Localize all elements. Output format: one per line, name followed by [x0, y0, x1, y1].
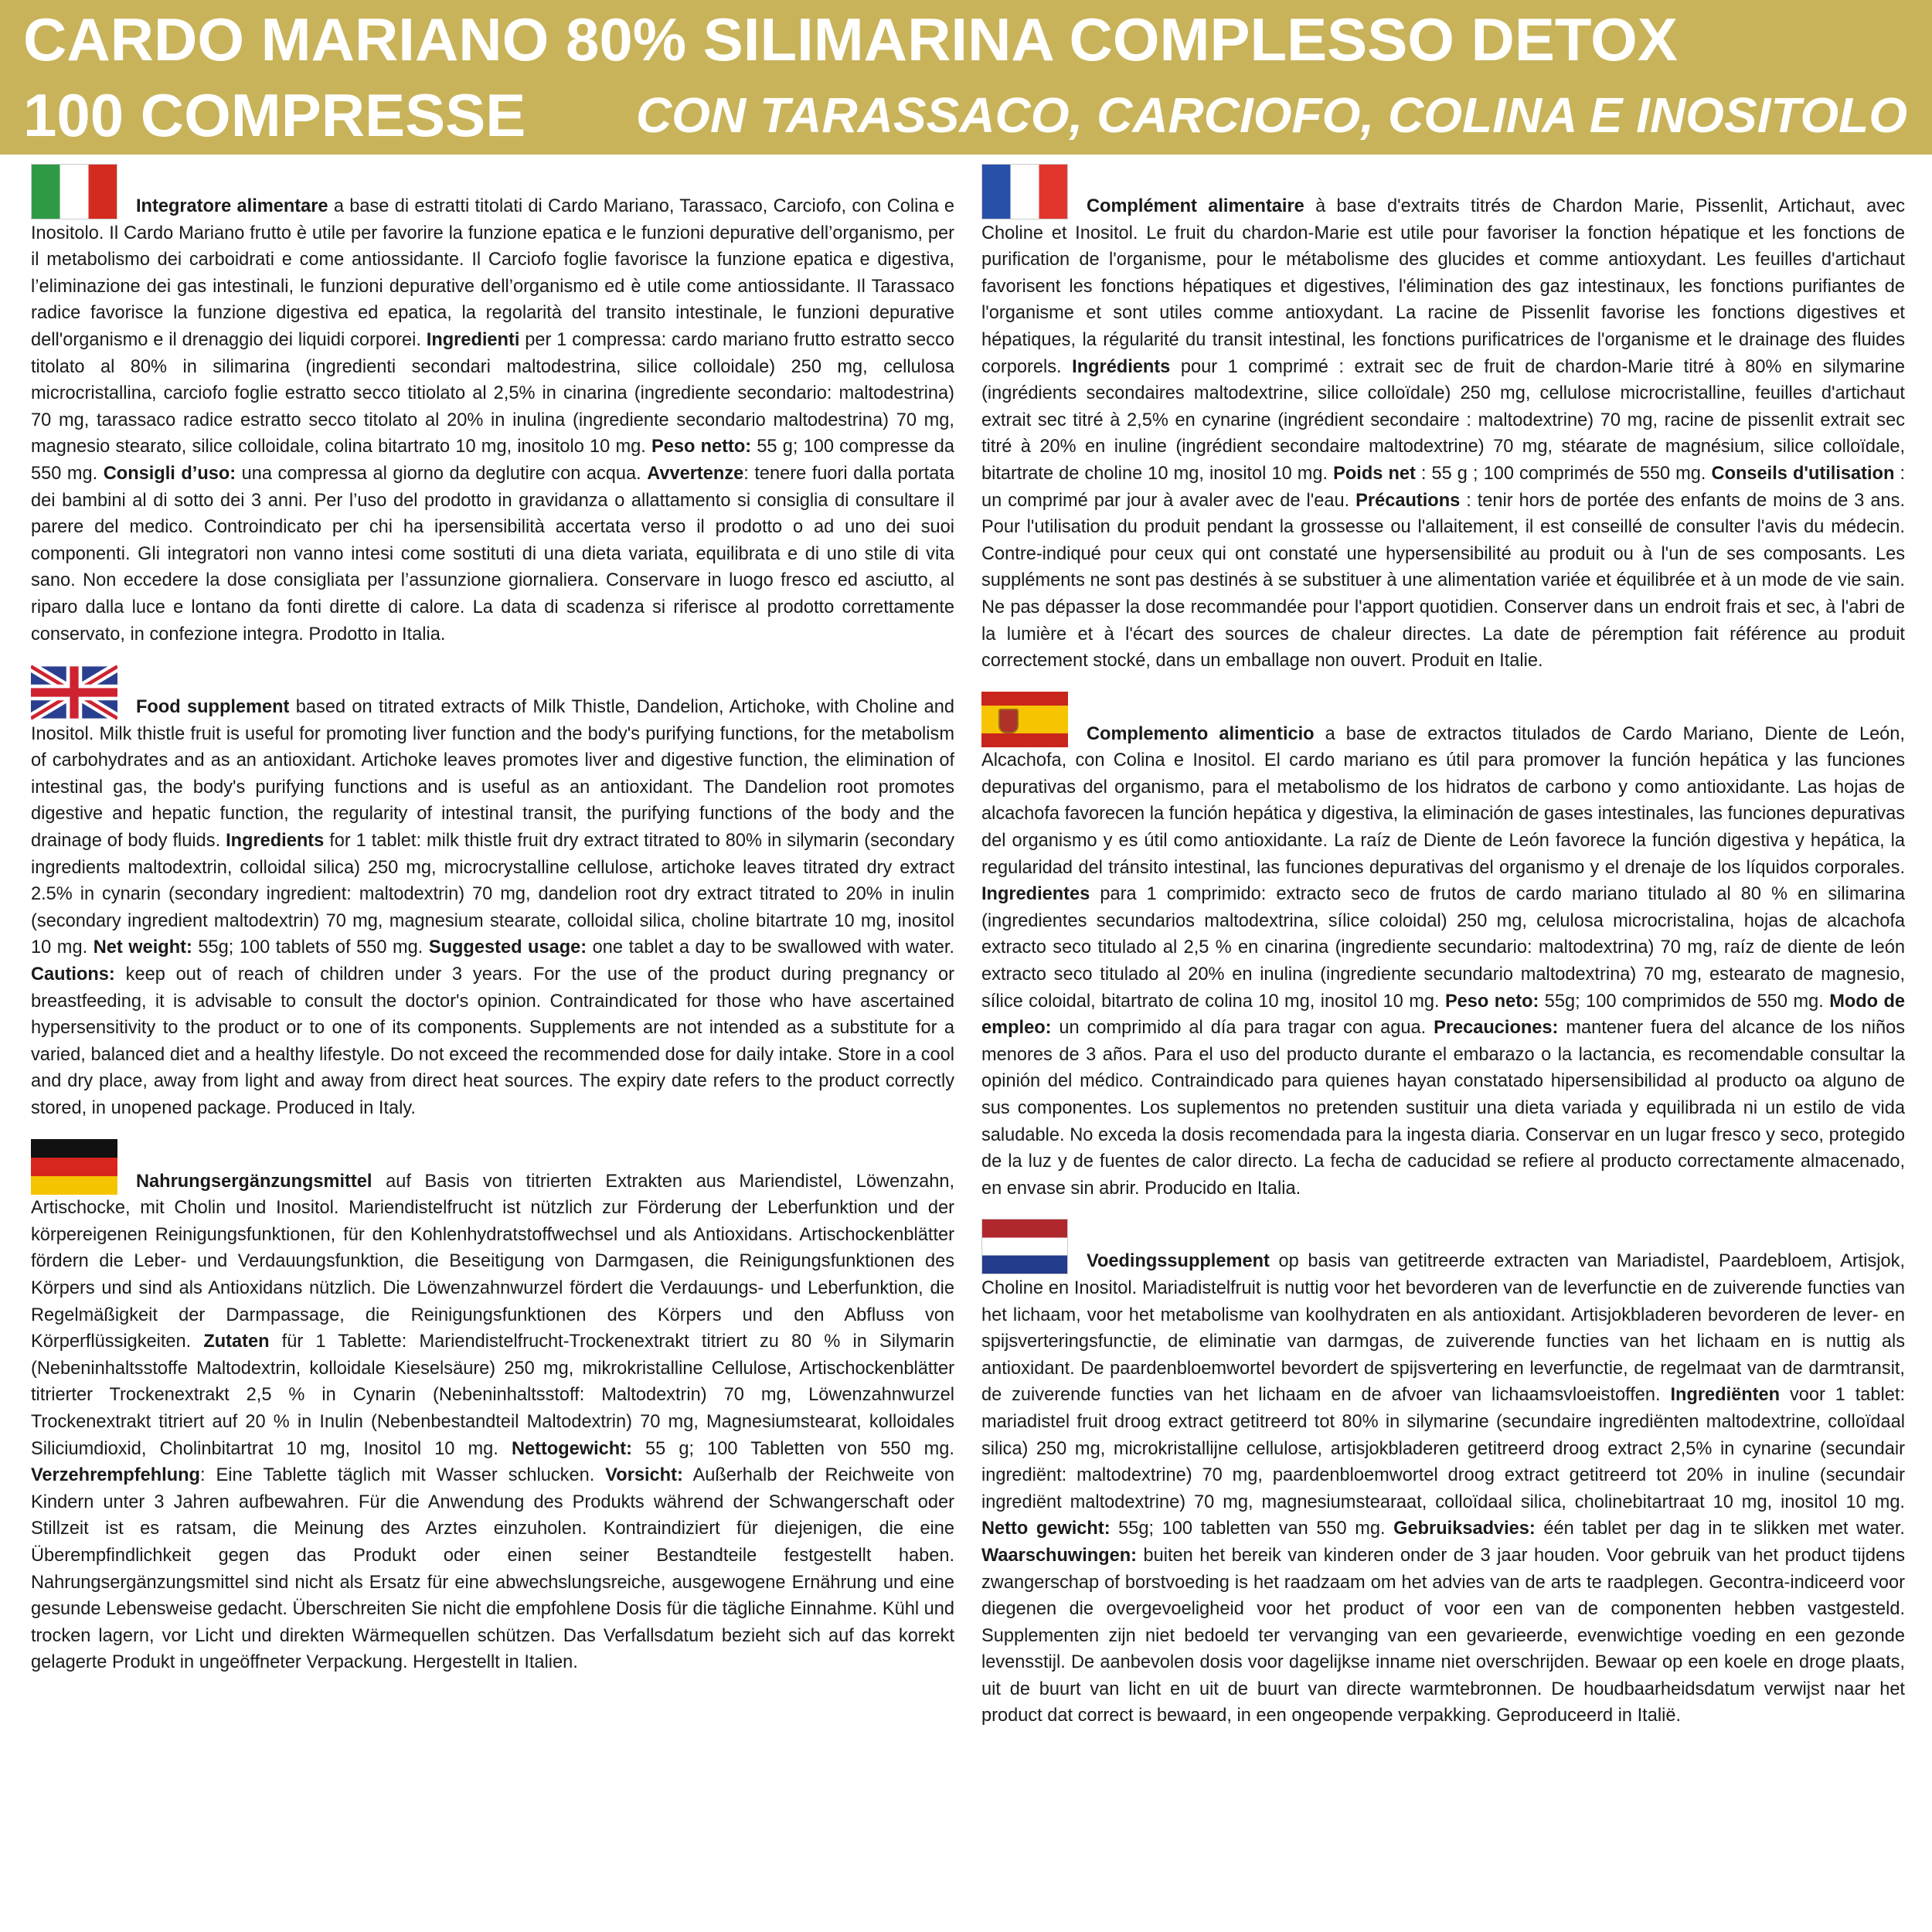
net-weight-label: Nettogewicht: [511, 1438, 632, 1459]
text-span: per 1 compressa: cardo mariano frutto estratto secco titolato al 80% in silimarina (ingredienti secondari maltodestrina, silice colloidale) 250 mg, cellulosa microcristallina, carciofo foglie estratto secco titiolato al 2,5% in cinarina (ingrediente secondario: maltodestrina) 70 mg, tarassaco radice estratto secco titolato al 20% in inulina (ingrediente secondario maltodestrina) 70 mg, magnesio stearato, silice colloidale, colina bitartrato 10 mg, inositolo 10 mg. [31, 329, 954, 457]
text-span: : tenere fuori dalla portata dei bambini al di sotto dei 3 anni. Per l’uso del prodotto in gravidanza o allattamento si consiglia di consultare il parere del medico. Controindicato per chi ha ipersensibilità accertata verso il prodotto o ad uno dei suoi componenti. Gli integratori non vanno intesi come sostituti di una dieta variata, equilibrata e di uno stile di vita sano. Non eccedere la dose consigliata per l’assunzione giornaliera. Conservare in luogo fresco ed asciutto, al riparo dalla luce e lontano da fonti dirette di calore. La data di scadenza si riferisce al prodotto correttamente conservato, in confezione integra. Prodotto in Italia. [31, 463, 955, 645]
text-span: à base d'extraits titrés de Chardon Marie, Pissenlit, Artichaut, avec Choline et Inositol. Le fruit du chardon-Marie est utile pour favoriser la fonction hépatique et les fonctions de purification de l'organisme, pour le métabolisme des glucides et comme antioxydant. Les feuilles d'artichaut favorisent les fonctions hépatiques et digestives, l'élimination des gaz intestinaux, les fonctions purifiantes de l'organisme et sont utiles comme antioxydant. La racine de Pissenlit favorise les fonctions digestives et hépatiques, la régularité du transit intestinal, les fonctions purificatrices de l'organisme et le drainage des fluides corporels. [981, 196, 1905, 377]
section-english [31, 665, 954, 1122]
net-weight-label: Poids net [1333, 463, 1416, 484]
ingredients-label: Zutaten [203, 1332, 270, 1352]
section-dutch [981, 1219, 1905, 1730]
ingredients-label: Ingrediënten [1670, 1385, 1781, 1406]
ingredients-label: Ingredients [226, 831, 325, 852]
text-span: un comprimido al día para tragar con agua. [1051, 1018, 1434, 1039]
warnings-label: Cautions: [31, 964, 115, 985]
net-weight-label: Peso netto: [651, 437, 752, 457]
ingredients-label: Ingredienti [426, 329, 520, 350]
product-title: CARDO MARIANO 80% SILIMARINA COMPLESSO DETOX [23, 5, 1678, 73]
usage-label: Verzehrempfehlung [31, 1465, 200, 1486]
section-french [981, 164, 1905, 675]
lead-label: Integratore alimentare [136, 196, 328, 216]
net-weight-label: Net weight: [93, 937, 192, 958]
text-span: una compressa al giorno da deglutire con acqua. [236, 463, 648, 484]
text-span: : un comprimé par jour à avaler avec de l'eau. [981, 463, 1906, 511]
warnings-label: Vorsicht: [605, 1465, 683, 1486]
usage-label: Consigli d’uso: [103, 463, 236, 484]
ingredients-label: Ingredientes [981, 884, 1090, 905]
text-span: : Eine Tablette täglich mit Wasser schlucken. [199, 1465, 606, 1486]
text-span: voor 1 tablet: mariadistel fruit droog extract getitreerd tot 80% in silymarine (secundaire ingrediënten maltodextrine, colloïdaal silica) 250 mg, microkristallijne cellulose, artisjokbladeren getitreerd droog extract 2,5% in cynarine (secundair ingrediënt: maltodextrine) 70 mg, paardenbloemwortel droog extract getitreerd tot 20% in inuline (secundair ingrediënt maltodextrine) 70 mg, magnesiumstearaat, colloïdaal silica, cholinebitartraat 10 mg, inositol 10 mg. [981, 1385, 1905, 1512]
right-column [981, 164, 1905, 1747]
lead-label: Complément alimentaire [1087, 196, 1304, 216]
usage-label: Conseils d'utilisation [1711, 463, 1895, 484]
text-span: 55 g; 100 compresse da 550 mg. [31, 437, 954, 484]
usage-label: Suggested usage: [428, 937, 587, 958]
product-subtitle: CON TARASSACO, CARCIOFO, COLINA E INOSITOLO [635, 87, 1907, 143]
warnings-label: Avvertenze [647, 463, 744, 484]
text-span: one tablet a day to be swallowed with water. [587, 937, 954, 958]
text-span: a base di estratti titolati di Cardo Mariano, Tarassaco, Carciofo, con Colina e Inositolo. Il Cardo Mariano frutto è utile per favorire la funzione epatica e le funzioni depurative dell’organismo, per il metabolismo dei carboidrati e come antiossidante. Il Carciofo foglie favorisce la funzione epatica e digestiva, l’eliminazione dei gas intestinali, le funzioni depurative dell’organismo ed è utile come antiossidante. Il Tarassaco radice favorisce la funzione digestiva ed epatica, la regolarità del transito intestinale, le funzioni depurative dell'organismo e il drenaggio dei liquidi corporei. [31, 196, 954, 350]
lead-label: Complemento alimenticio [1087, 723, 1315, 744]
english-text [31, 665, 954, 1122]
netherlands-flag-icon [981, 1219, 1068, 1274]
warnings-label: Précautions [1355, 490, 1461, 511]
lead-label: Nahrungsergänzungsmittel [136, 1171, 372, 1192]
usage-label: Gebruiksadvies: [1393, 1519, 1536, 1539]
text-span: buiten het bereik van kinderen onder de 3 jaar houden. Voor gebruik van het product tijdens zwangerschap of borstvoeding is het raadzaam om het advies van de arts te raadplegen. Gecontra-indiceerd voor diegenen die overgevoeligheid voor het product of voor een van de componenten hebben vastgesteld. Supplementen zijn niet bedoeld ter vervanging van een gevarieerde, evenwichtige voeding en een gezonde levensstijl. De aanbevolen dosis voor dagelijkse inname niet overschrijden. Bewaar op een koele en droge plaats, uit de buurt van licht en uit de buurt van directe warmtebronnen. De houdbaarheidsdatum verwijst naar het product dat correct is bewaard, in een ongeopende verpakking. Geproduceerd in Italië. [981, 1545, 1905, 1726]
text-span: 55g; 100 tablets of 550 mg. [192, 937, 429, 958]
section-spanish [981, 692, 1905, 1202]
text-span: keep out of reach of children under 3 years. For the use of the product during pregnancy or breastfeeding, it is advisable to consult the doctor's opinion. Contraindicated for those who have ascertained hypersensitivity to the product or to one of its components. Supplements are not intended as a substitute for a varied, balanced diet and a healthy lifestyle. Do not exceed the recommended dose for daily intake. Store in a cool and dry place, away from light and away from direct heat sources. The expiry date refers to the product correctly stored, in unopened package. Produced in Italy. [31, 964, 954, 1118]
net-weight-label: Netto gewicht: [981, 1519, 1111, 1539]
text-span: 55g; 100 tabletten van 550 mg. [1110, 1519, 1394, 1539]
product-count: 100 COMPRESSE [23, 81, 526, 149]
germany-flag-icon [31, 1139, 117, 1195]
text-span: mantener fuera del alcance de los niños menores de 3 años. Para el uso del producto durante el embarazo o la lactancia, es recomendable consultar la opinión del médico. Contraindicado para quienes hayan constatado hipersensibilidad al producto oa alguno de sus componentes. Los suplementos no pretenden sustituir una dieta variada y equilibrada ni un estilo de vida saludable. No exceda la dosis recomendada para la ingesta diaria. Conservar en un lugar fresco y seco, protegido de la luz y de fuentes de calor directo. La fecha de caducidad se refiere al producto correctamente almacenado, en envase sin abrir. Producido en Italia. [981, 1018, 1905, 1199]
text-span: : tenir hors de portée des enfants de moins de 3 ans. Pour l'utilisation du produit pendant la grossesse ou l'allaitement, il est conseillé de consulter l'avis du médecin. Contre-indiqué pour ceux qui ont constaté une hypersensibilité au produit ou à l'un de ses composants. Les suppléments ne sont pas destinés à se substituer à une alimentation variée et équilibrée et à un mode de vie sain. Ne pas dépasser la dose recommandée pour l'apport quotidien. Conserver dans un endroit frais et sec, à l'abri de la lumière et à l'écart des sources de chaleur directes. La date de péremption fait référence au produit correctement stocké, dans un emballage non ouvert. Produit en Italie. [981, 490, 1905, 672]
text-span: based on titrated extracts of Milk Thistle, Dandelion, Artichoke, with Choline and Inositol. Milk thistle fruit is useful for promoting liver function and the body's purifying functions, for the metabolism of carbohydrates and as an antioxidant. Artichoke leaves promotes liver and digestive function, the elimination of intestinal gas, the body's purifying functions and is useful as an antioxidant. The Dandelion root promotes digestive and hepatic function, the regularity of intestinal transit, the purifying functions of the body and the drainage of body fluids. [31, 697, 954, 852]
text-span: 55g; 100 comprimidos de 550 mg. [1539, 991, 1830, 1012]
text-span: für 1 Tablette: Mariendistelfrucht-Trockenextrakt titriert zu 80 % in Silymarin (Nebeninhaltsstoffe Maltodextrin, kolloidale Kieselsäure) 250 mg, mikrokristalline Cellulose, Artischockenblätter titrierter Trockenextrakt 2,5 % in Cynarin (Nebeninhaltsstoff: Maltodextrin) 70 mg, Löwenzahnwurzel Trockenextrakt titriert auf 20 % in Inulin (Nebenbestandteil Maltodextrin) 70 mg, Magnesiumstearat, kolloidales Siliciumdioxid, Cholinbitartrat 10 mg, Inositol 10 mg. [31, 1332, 954, 1459]
spain-flag-icon [981, 692, 1068, 747]
lead-label: Voedingssupplement [1087, 1251, 1270, 1272]
net-weight-label: Peso neto: [1444, 991, 1539, 1012]
text-span: : 55 g ; 100 comprimés de 550 mg. [1415, 463, 1712, 484]
text-span: para 1 comprimido: extracto seco de frutos de cardo mariano titulado al 80 % en silimarina (ingredientes secundarios maltodextrina, sílice coloidal) 250 mg, celulosa microcristalina, hojas de alcachofa extracto seco titulado al 2,5 % en cinarina (ingrediente secundario: maltodextrina) 70 mg, raíz de diente de león extracto seco titulado al 20% en inulina (ingrediente secundario maltodextrina) 70 mg, estearato de magnesio, sílice coloidal, bitartrato de colina 10 mg, inositol 10 mg. [981, 884, 1905, 1012]
dutch-text [981, 1219, 1905, 1730]
german-text [31, 1139, 954, 1676]
text-span: auf Basis von titrierten Extrakten aus Mariendistel, Löwenzahn, Artischocke, mit Cholin und Inositol. Mariendistelfrucht ist nützlich zur Förderung der Leberfunktion und der körpereigenen Reinigungsfunktionen, für den Kohlenhydratstoffwechsel und als Antioxidans. Artischockenblätter fördern die Leber- und Verdauungsfunktion, die Beseitigung von Darmgasen, die Reinigungsfunktionen des Körpers und sind als Antioxidans nützlich. Die Löwenzahnwurzel fördert die Verdauungs- und Leberfunktion, die Regelmäßigkeit der Darmpassage, die Reinigungsfunktionen des Körpers und den Abfluss von Körperflüssigkeiten. [31, 1171, 954, 1352]
france-flag-icon [981, 164, 1068, 219]
french-text [981, 164, 1905, 675]
ingredients-label: Ingrédients [1072, 356, 1171, 377]
italy-flag-icon [31, 164, 117, 219]
text-span: pour 1 comprimé : extrait sec de fruit de chardon-Marie titré à 80% en silymarine (ingrédients secondaires maltodextrine, silice colloïdale) 250 mg, cellulose microcristalline, feuilles d'artichaut extrait sec titré à 2,5% en cynarine (ingrédient secondaire : maltodextrine) 70 mg, racine de pissenlit extrait sec titré à 20% en inuline (ingrédient secondaire maltodextrine) 70 mg, stéarate de magnésium, silice colloïdale, bitartrate de choline 10 mg, inositol 10 mg. [981, 356, 1905, 484]
text-span: één tablet per dag in te slikken met water. [1535, 1519, 1905, 1539]
section-german [31, 1139, 954, 1676]
warnings-label: Precauciones: [1434, 1018, 1559, 1039]
uk-flag-icon [31, 665, 117, 720]
text-span: for 1 tablet: milk thistle fruit dry extract titrated to 80% in silymarin (secondary ingredients maltodextrin, colloidal silica) 250 mg, microcrystalline cellulose, artichoke leaves titrated dry extract 2.5% in cynarin (secondary ingredient: maltodextrin) 70 mg, dandelion root dry extract titrated to 20% in inulin (secondary ingredient maltodextrin) 70 mg, magnesium stearate, colloidal silica, choline bitartrate 10 mg, inositol 10 mg. [31, 831, 955, 958]
warnings-label: Waarschuwingen: [981, 1545, 1138, 1566]
spanish-text [981, 692, 1905, 1202]
italian-text [31, 164, 954, 648]
usage-label: Modo de empleo: [981, 991, 1906, 1039]
text-span: a base de extractos titulados de Cardo Mariano, Diente de León, Alcachofa, con Colina e Inositol. El cardo mariano es útil para promover la función hepática y las funciones depurativas del organismo, para el metabolismo de los hidratos de carbono y como antioxidante. Las hojas de alcachofa favorecen la función hepática y digestiva, la eliminación de gases intestinales, las funciones depurativas del organismo y es útil como antioxidante. La raíz de Diente de León favorece la función digestiva y hepática, la regularidad del tránsito intestinal, las funciones depurativas del organismo y el drenaje de los líquidos corporales. [981, 723, 1905, 878]
lead-label: Food supplement [136, 697, 290, 718]
text-span: op basis van getitreerde extracten van Mariadistel, Paardebloem, Artisjok, Choline en Inositol. Mariadistelfruit is nuttig voor het bevorderen van de leverfunctie en de zuiverende functies van het lichaam, voor het metabolisme van koolhydraten en als antioxidant. Artisjokbladeren bevorderen de lever- en spijsverteringsfunctie, de eliminatie van darmgas, de zuiverende functies van het lichaam en is nuttig als antioxidant. De paardenbloemwortel bevordert de spijsvertering en leverfunctie, de regelmaat van de darmtransit, de zuiverende functies van het lichaam en de afvoer van lichaamsvloeistoffen. [981, 1251, 1905, 1406]
text-span: 55 g; 100 Tabletten von 550 mg. [631, 1438, 954, 1459]
text-span: Außerhalb der Reichweite von Kindern unter 3 Jahren aufbewahren. Für die Anwendung des Produkts während der Schwangerschaft oder Stillzeit ist es ratsam, die Meinung des Arztes einzuholen. Kontraindiziert für diejenigen, die eine Überempfindlichkeit gegen das Produkt oder einen seiner Bestandteile festgestellt haben. Nahrungsergänzungsmittel sind nicht als Ersatz für eine abwechslungsreiche, ausgewogene Ernährung und eine gesunde Lebensweise gedacht. Überschreiten Sie nicht die empfohlene Dosis für die tägliche Einnahme. Kühl und trocken lagern, vor Licht und direkten Wärmequellen schützen. Das Verfallsdatum bezieht sich auf das korrekt gelagerte Produkt in ungeöffneter Verpackung. Hergestellt in Italien. [31, 1465, 954, 1673]
spain-crest-icon [998, 709, 1019, 733]
section-italian [31, 164, 954, 648]
title-banner [0, 0, 1932, 155]
left-column [31, 164, 954, 1693]
